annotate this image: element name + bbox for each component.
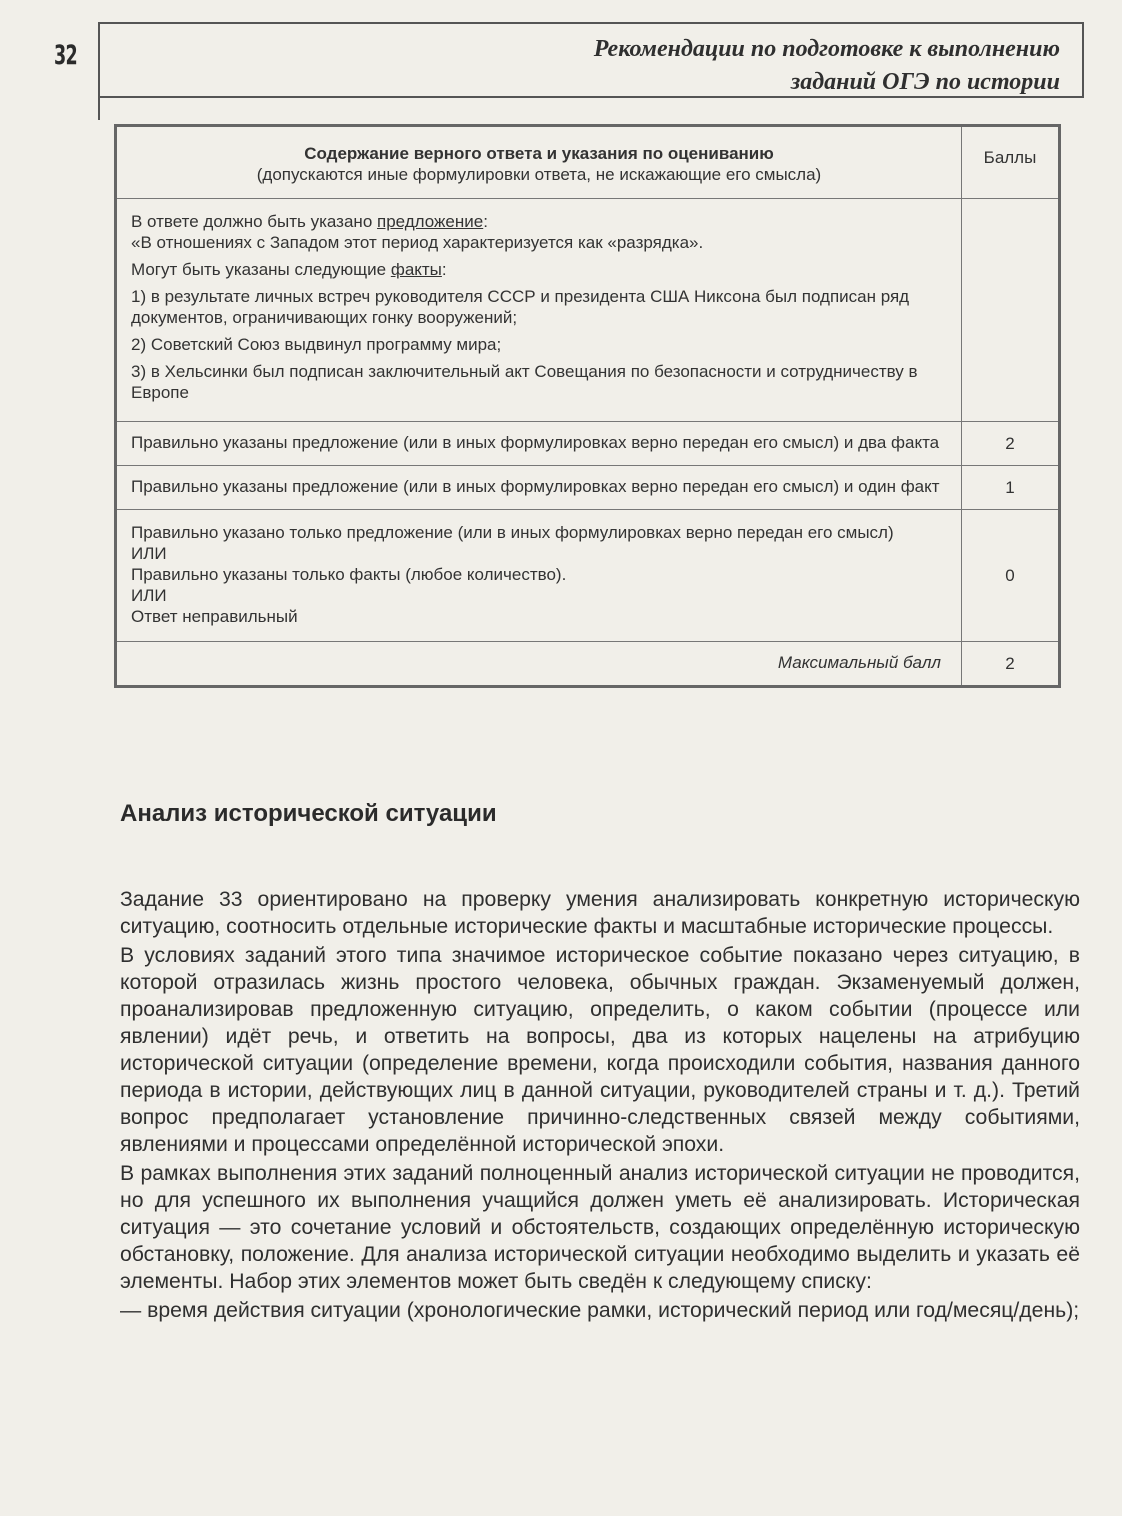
table-header-content (116, 126, 962, 199)
table-header-title: Содержание верного ответа и указания по оцениванию (304, 144, 774, 163)
criterion-zero-text (116, 510, 962, 642)
max-score-value: 2 (962, 642, 1060, 687)
grading-table (114, 124, 1061, 688)
table-row-answer-content (116, 199, 1060, 422)
criterion-zero-line3: Ответ неправильный (131, 607, 298, 626)
table-row-max (116, 642, 1060, 687)
criterion-score: 2 (962, 422, 1060, 466)
paragraph: — время действия ситуации (хронологические рамки, исторический период или год/месяц/день); (120, 1299, 1080, 1322)
criterion-zero-or2: ИЛИ (131, 586, 167, 605)
running-header (594, 33, 1060, 99)
table-row-criterion-1 (116, 466, 1060, 510)
paragraph: В рамках выполнения этих заданий полноценный анализ исторической ситуации не проводится, но для успешного их выполнения учащийся должен уметь её анализировать. Историческая ситуация — это сочетание условий и обстоятельств, создающих определённую историческую обстановку, положение. Для анализа исторической ситуации необходимо выделить и указать её элементы. Набор этих элементов может быть сведён к следующему списку: (120, 1162, 1080, 1293)
max-score-label: Максимальный балл (116, 642, 962, 687)
answer-facts-intro (131, 259, 943, 280)
table-header-score: Баллы (962, 126, 1060, 199)
paragraph: В условиях заданий этого типа значимое историческое событие показано через ситуацию, в которой отразилась жизнь простого человека, обычных граждан. Экзаменуемый должен, проанализировав предложенную ситуацию, определить, о каком событии (процессе или явлении) идёт речь, и ответить на вопросы, два из которых нацелены на атрибуцию исторической ситуации (определение времени, когда происходили события, названия данного периода в истории, действующих лиц в данной ситуации, руководителей страны и т. д.). Третий вопрос предполагает установление причинно-следственных связей между событиями, явлениями и процессами определённой исторической эпохи. (120, 944, 1080, 1156)
criterion-text: Правильно указаны предложение (или в иных формулировках верно передан его смысл) и один факт (116, 466, 962, 510)
answer-facts-suffix: : (441, 260, 447, 279)
running-header-line1: Рекомендации по подготовке к выполнению (593, 36, 1060, 62)
section-heading: Анализ исторической ситуации (120, 800, 497, 827)
criterion-zero-line1: Правильно указано только предложение (или в иных формулировках верно передан его смысл) (131, 523, 894, 542)
answer-proposal-line (131, 211, 943, 253)
table-row-criterion-2 (116, 422, 1060, 466)
answer-proposal-keyword: предложение (377, 212, 484, 231)
section-body (120, 886, 1080, 1324)
answer-proposal-text: «В отношениях с Западом этот период характеризуется как «разрядка». (131, 233, 704, 252)
answer-proposal-suffix: : (483, 212, 488, 231)
criterion-score: 1 (962, 466, 1060, 510)
criterion-text: Правильно указаны предложение (или в иных формулировках верно передан его смысл) и два факта (116, 422, 962, 466)
answer-proposal-prefix: В ответе должно быть указано (131, 212, 378, 231)
answer-facts-keyword: факты (390, 260, 442, 279)
answer-fact-1: 1) в результате личных встреч руководителя СССР и президента США Никсона был подписан ряд документов, ограничивающих гонку вооружений; (131, 287, 910, 327)
page-number: 32 (54, 40, 77, 71)
table-row-criterion-0 (116, 510, 1060, 642)
running-header-line2: заданий ОГЭ по истории (790, 69, 1060, 95)
table-header-row (116, 126, 1060, 199)
answer-fact-3: 3) в Хельсинки был подписан заключительный акт Совещания по безопасности и сотрудничеству в Европе (131, 362, 918, 402)
answer-content-cell (116, 199, 962, 422)
answer-content-score-cell (962, 199, 1060, 422)
table-header-note: (допускаются иные формулировки ответа, не искажающие его смысла) (256, 165, 822, 184)
answer-fact-2: 2) Советский Союз выдвинул программу мира; (131, 335, 502, 354)
criterion-zero-line2: Правильно указаны только факты (любое количество). (131, 565, 567, 584)
criterion-score: 0 (962, 510, 1060, 642)
header-frame-tick (98, 98, 100, 120)
criterion-zero-or1: ИЛИ (131, 544, 167, 563)
answer-facts-prefix: Могут быть указаны следующие (131, 260, 391, 279)
paragraph: Задание 33 ориентировано на проверку умения анализировать конкретную историческую ситуацию, соотносить отдельные исторические факты и масштабные исторические процессы. (120, 888, 1080, 938)
